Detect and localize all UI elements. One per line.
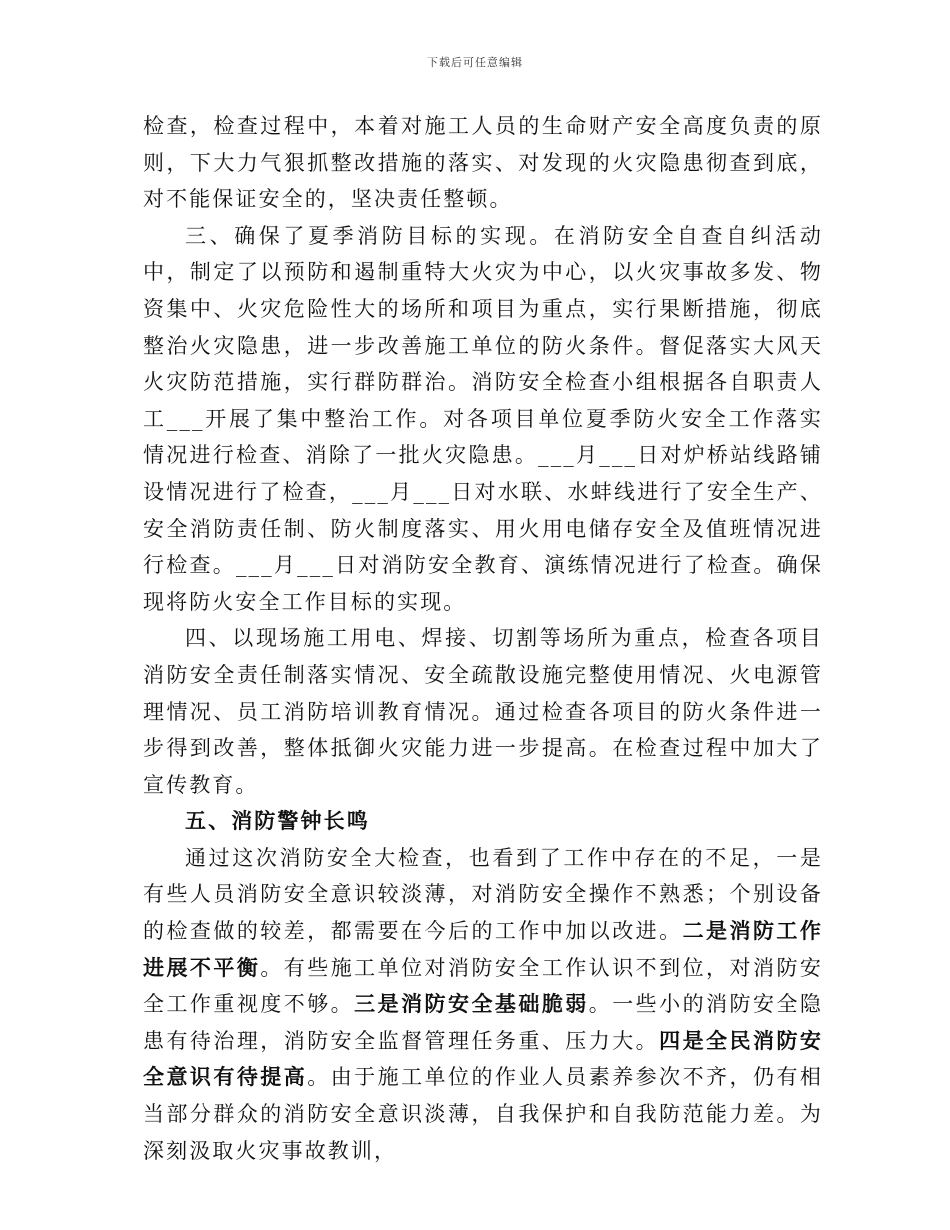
- bold-point-2: 二是消防工作进展不平衡: [143, 918, 823, 980]
- text-run: 通过这次消防安全大检查，也看到了工作中存在的不足，一是有些人员消防安全意识较淡薄，对消防安全操作不熟悉；个别设备的检查做的较差，都需要在今后的工作中加以改进。: [143, 845, 823, 944]
- paragraph-continuation: 检查，检查过程中，本着对施工人员的生命财产安全高度负责的原则，下大力气狠抓整改措施的落实、对发现的火灾隐患彻查到底，对不能保证安全的，坚决责任整顿。: [143, 114, 823, 212]
- paragraph-section-5: [143, 840, 823, 1169]
- paragraph-section-4: 四、以现场施工用电、焊接、切割等场所为重点，检查各项目消防安全责任制落实情况、安全疏散设施完整使用情况、火电源管理情况、员工消防培训教育情况。通过检查各项目的防火条件进一步得到改善，整体抵御火灾能力进一步提高。在检查过程中加大了宣传教育。: [143, 626, 823, 797]
- paragraph-section-3: 三、确保了夏季消防目标的实现。在消防安全自查自纠活动中，制定了以预防和遏制重特大火灾为中心，以火灾事故多发、物资集中、火灾危险性大的场所和项目为重点，实行果断措施，彻底整治火灾隐患，进一步改善施工单位的防火条件。督促落实大风天火灾防范措施，实行群防群治。消防安全检查小组根据各自职责人工___开展了集中整治工作。对各项目单位夏季防火安全工作落实情况进行检查、消除了一批火灾隐患。___月___日对炉桥站线路铺设情况进行了检查，___月___日对水联、水蚌线进行了安全生产、安全消防责任制、防火制度落实、用火用电储存安全及值班情况进行检查。___月___日对消防安全教育、演练情况进行了检查。确保现将防火安全工作目标的实现。: [143, 223, 823, 614]
- text-run: 。由于施工单位的作业人员素养参次不齐，仍有相当部分群众的消防安全意识淡薄，自我保护和自我防范能力差。为深刻汲取火灾事故教训，: [143, 1065, 824, 1163]
- text-run: 。一些小的消防安全隐患有待治理，消防安全监督管理任务重、压力大。: [143, 992, 824, 1053]
- page-header-note: 下载后可任意编辑: [427, 56, 523, 69]
- section-heading-5: 五、消防警钟长鸣: [185, 808, 370, 834]
- bold-point-3: 三是消防安全基础脆弱: [354, 991, 589, 1017]
- document-body: [143, 108, 823, 1169]
- text-run: 。有些施工单位对消防安全工作认识不到位，对消防安全工作重视度不够。: [143, 955, 824, 1017]
- bold-point-4: 四是全民消防安全意识有待提高: [143, 1027, 824, 1090]
